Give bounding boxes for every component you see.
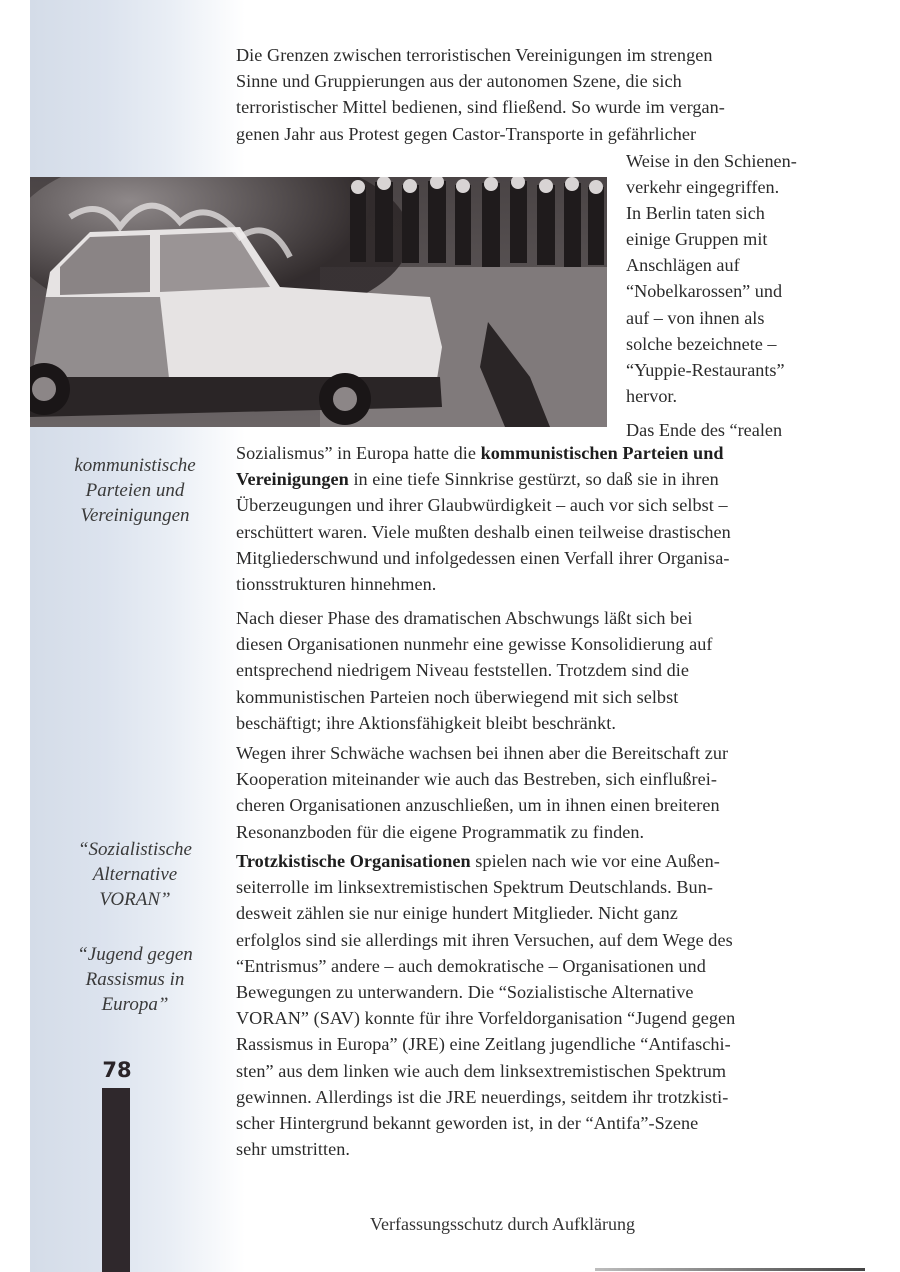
text-line: erschüttert waren. Viele mußten deshalb einen teilweise drastischen	[236, 521, 731, 542]
text-line: gewinnen. Allerdings ist die JRE neuerdings, seitdem ihr trotzkisti-	[236, 1086, 729, 1107]
text-line: solche bezeichnete –	[626, 333, 777, 354]
photo-image-icon	[30, 177, 607, 427]
paragraph-1	[236, 42, 811, 147]
text-line: einige Gruppen mit	[626, 229, 768, 250]
text-line: Bewegungen zu unterwandern. Die “Sozialistische Alternative	[236, 982, 694, 1003]
page-number-bar	[102, 1088, 130, 1272]
text-line: genen Jahr aus Protest gegen Castor-Transporte in gefährlicher	[236, 123, 697, 144]
text-line: erfolglos sind sie allerdings mit ihren Versuchen, auf dem Wege des	[236, 929, 733, 950]
text-line: entsprechend niedrigem Niveau feststellen. Trotzdem sind die	[236, 660, 690, 681]
bold-keyword: kommunistischen Parteien und	[480, 443, 724, 463]
text-line: sten” aus dem linken wie auch dem linksextremistischen Spektrum	[236, 1060, 727, 1081]
text-line: Vereinigungen in eine tiefe Sinnkrise gestürzt, so daß sie in ihren	[236, 469, 719, 490]
text-line: seiterrolle im linksextremistischen Spektrum Deutschlands. Bun-	[236, 877, 713, 898]
footer-rule	[595, 1268, 865, 1271]
paragraph-2	[236, 440, 818, 597]
page-footer: Verfassungsschutz durch Aufklärung	[370, 1214, 635, 1234]
text-line: Anschlägen auf	[626, 255, 740, 276]
text-line: Kooperation miteinander wie auch das Bestreben, sich einflußrei-	[236, 769, 717, 790]
text-line: auf – von ihnen als	[626, 307, 765, 328]
page-outer-margin	[0, 0, 30, 1272]
page-number: 78	[102, 1058, 132, 1082]
text-line: diesen Organisationen nunmehr eine gewisse Konsolidierung auf	[236, 634, 713, 655]
text-line: Mitgliederschwund und infolgedessen einen Verfall ihrer Organisa-	[236, 547, 730, 568]
text-line: terroristischer Mittel bedienen, sind fließend. So wurde im vergan-	[236, 97, 725, 118]
margin-note-sav: “Sozialistische Alternative VORAN”	[77, 839, 192, 910]
paragraph-1-side-column	[626, 148, 846, 443]
text-line: sehr umstritten.	[236, 1139, 350, 1160]
text-line: Wegen ihrer Schwäche wachsen bei ihnen aber die Bereitschaft zur	[236, 743, 729, 763]
burning-car-photo	[30, 177, 607, 427]
text-line: hervor.	[626, 385, 678, 406]
text-line: Sinne und Gruppierungen aus der autonomen Szene, die sich	[236, 71, 682, 92]
bold-keyword: Vereinigungen	[236, 469, 349, 490]
paragraph-4	[236, 740, 818, 845]
text-line: In Berlin taten sich	[626, 203, 765, 224]
text-line: Die Grenzen zwischen terroristischen Vereinigungen im strengen	[236, 45, 713, 65]
text-line: beschäftigt; ihre Aktionsfähigkeit bleibt beschränkt.	[236, 712, 616, 733]
text-line: “Entrismus” andere – auch demokratische – Organisationen und	[236, 955, 706, 976]
paragraph-3	[236, 605, 818, 736]
text-line: tionsstrukturen hinnehmen.	[236, 574, 437, 595]
text-line: Trotzkistische Organisationen spielen nach wie vor eine Außen-	[236, 851, 720, 871]
bold-keyword: Trotzkistische Organisationen	[236, 851, 471, 871]
text-line: Rassismus in Europa” (JRE) eine Zeitlang jugendliche “Antifaschi-	[236, 1034, 731, 1055]
text-line: verkehr eingegriffen.	[626, 177, 780, 198]
text-line: scher Hintergrund bekannt geworden ist, in der “Antifa”-Szene	[236, 1113, 699, 1134]
margin-note-jre: “Jugend gegen Rassismus in Europa”	[77, 944, 193, 1015]
text-line: Das Ende des “realen	[626, 419, 783, 440]
text-line: “Yuppie-Restaurants”	[626, 359, 785, 380]
text-line: Weise in den Schienen-	[626, 151, 797, 171]
text-line: VORAN” (SAV) konnte für ihre Vorfeldorganisation “Jugend gegen	[236, 1008, 736, 1029]
text-line: desweit zählen sie nur einige hundert Mitglieder. Nicht ganz	[236, 903, 678, 924]
text-line: Resonanzboden für die eigene Programmatik zu finden.	[236, 821, 645, 842]
paragraph-5	[236, 848, 818, 1162]
text-line: Nach dieser Phase des dramatischen Abschwungs läßt sich bei	[236, 608, 693, 628]
text-line: cheren Organisationen anzuschließen, um in ihnen einen breiteren	[236, 795, 720, 816]
text-line: Sozialismus” in Europa hatte die kommunistischen Parteien und	[236, 443, 724, 463]
text-line: “Nobelkarossen” und	[626, 281, 783, 302]
text-line: Überzeugungen und ihrer Glaubwürdigkeit – auch vor sich selbst –	[236, 495, 728, 516]
text-line: kommunistischen Parteien noch überwiegend mit sich selbst	[236, 686, 679, 707]
margin-note-kommunistische-parteien: kommunistische Parteien und Vereinigungen	[74, 455, 196, 526]
